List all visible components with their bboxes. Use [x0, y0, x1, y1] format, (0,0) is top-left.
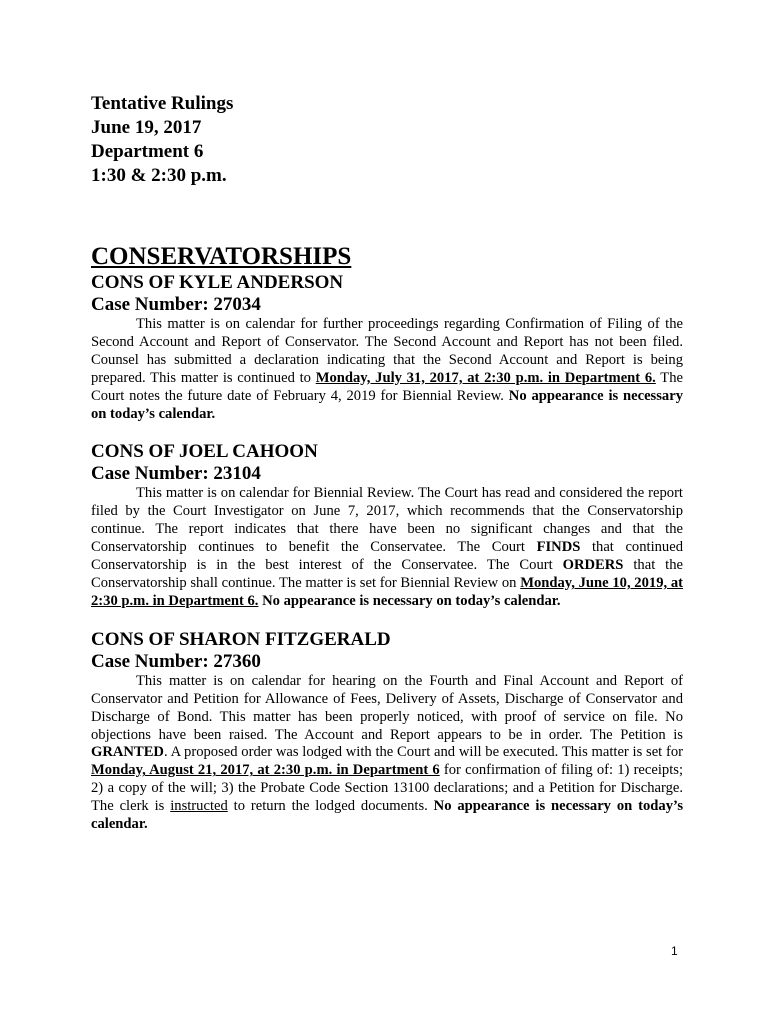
- case-name: CONS OF KYLE ANDERSON: [91, 272, 344, 293]
- case-ruling-text: [91, 316, 683, 423]
- case-fitzgerald: [91, 628, 683, 834]
- ruling-hearing-date: Monday, July 31, 2017, at 2:30 p.m. in Department 6.: [315, 369, 656, 386]
- document-header: [91, 92, 683, 188]
- ruling-text-segment: This matter is on calendar for further proceedings regarding Confirmation of Filing of the Second Account and Report of Conservator. The Second Account and Report has not been filed. Counsel has submitted a declaration indicating that the Second Account and Report is being prepared. This matter is continued to: [91, 316, 683, 386]
- document-page: [91, 92, 683, 851]
- ruling-text-segment: This matter is on calendar for Biennial Review. The Court has read and considered the report filed by the Court Investigator on June 7, 2017, which recommends that the Conservatorship continue. The report indicates that there have been no significant changes and that the Conservatorship continues to benefit the Conservatee. The Court: [91, 485, 683, 556]
- case-name: CONS OF SHARON FITZGERALD: [91, 628, 391, 650]
- ruling-appearance-note: No appearance is necessary on today’s calendar.: [262, 592, 561, 609]
- section-title: CONSERVATORSHIPS: [91, 243, 352, 270]
- ruling-text-segment: for confirmation of filing of: 1) receipts; 2) a copy of the will; 3) the Probate Code Section 13100 declarations; and a Petition for Discharge. The clerk is: [91, 762, 684, 815]
- ruling-text-segment: . A proposed order was lodged with the Court and will be executed. This matter is set for: [163, 744, 683, 761]
- case-number: Case Number: 23104: [91, 463, 261, 485]
- header-title: Tentative Rulings: [91, 93, 234, 114]
- ruling-text-segment: that the Conservatorship shall continue. The matter is set for Biennial Review on: [91, 557, 683, 591]
- ruling-appearance-note: No appearance is necessary on today’s calendar.: [91, 387, 683, 422]
- case-anderson: [91, 271, 683, 423]
- header-department: Department 6: [91, 141, 204, 162]
- case-number: Case Number: 27034: [91, 294, 261, 315]
- page-number: 1: [671, 944, 678, 958]
- case-ruling-text: [91, 673, 683, 834]
- ruling-hearing-date: Monday, June 10, 2019, at 2:30 p.m. in Department 6.: [91, 574, 683, 609]
- ruling-finds: FINDS: [536, 539, 581, 556]
- ruling-text-segment: The Court notes the future date of February 4, 2019 for Biennial Review.: [91, 369, 684, 404]
- case-number: Case Number: 27360: [91, 650, 261, 672]
- ruling-hearing-date: Monday, August 21, 2017, at 2:30 p.m. in Department 6: [91, 762, 440, 779]
- ruling-text-segment: This matter is on calendar for hearing on the Fourth and Final Account and Report of Conservator and Petition for Allowance of Fees, Delivery of Assets, Discharge of Conservator and Discharge of Bond. This matter has been properly noticed, with proof of service on file. No objections have been raised. The Account and Report appears to be in order. The Petition is: [91, 672, 683, 743]
- ruling-appearance-note: No appearance is necessary on today’s calendar.: [91, 798, 684, 833]
- ruling-orders: ORDERS: [562, 557, 624, 574]
- case-name: CONS OF JOEL CAHOON: [91, 441, 318, 463]
- case-cahoon: [91, 440, 683, 610]
- ruling-granted: GRANTED: [91, 744, 164, 761]
- case-ruling-text: [91, 485, 683, 610]
- ruling-text-segment: that continued Conservatorship is in the best interest of the Conservatee. The Court: [91, 539, 683, 574]
- ruling-text-segment: to return the lodged documents.: [227, 798, 434, 815]
- ruling-instructed: instructed: [170, 798, 228, 815]
- header-date: June 19, 2017: [91, 117, 202, 138]
- header-time: 1:30 & 2:30 p.m.: [91, 165, 227, 186]
